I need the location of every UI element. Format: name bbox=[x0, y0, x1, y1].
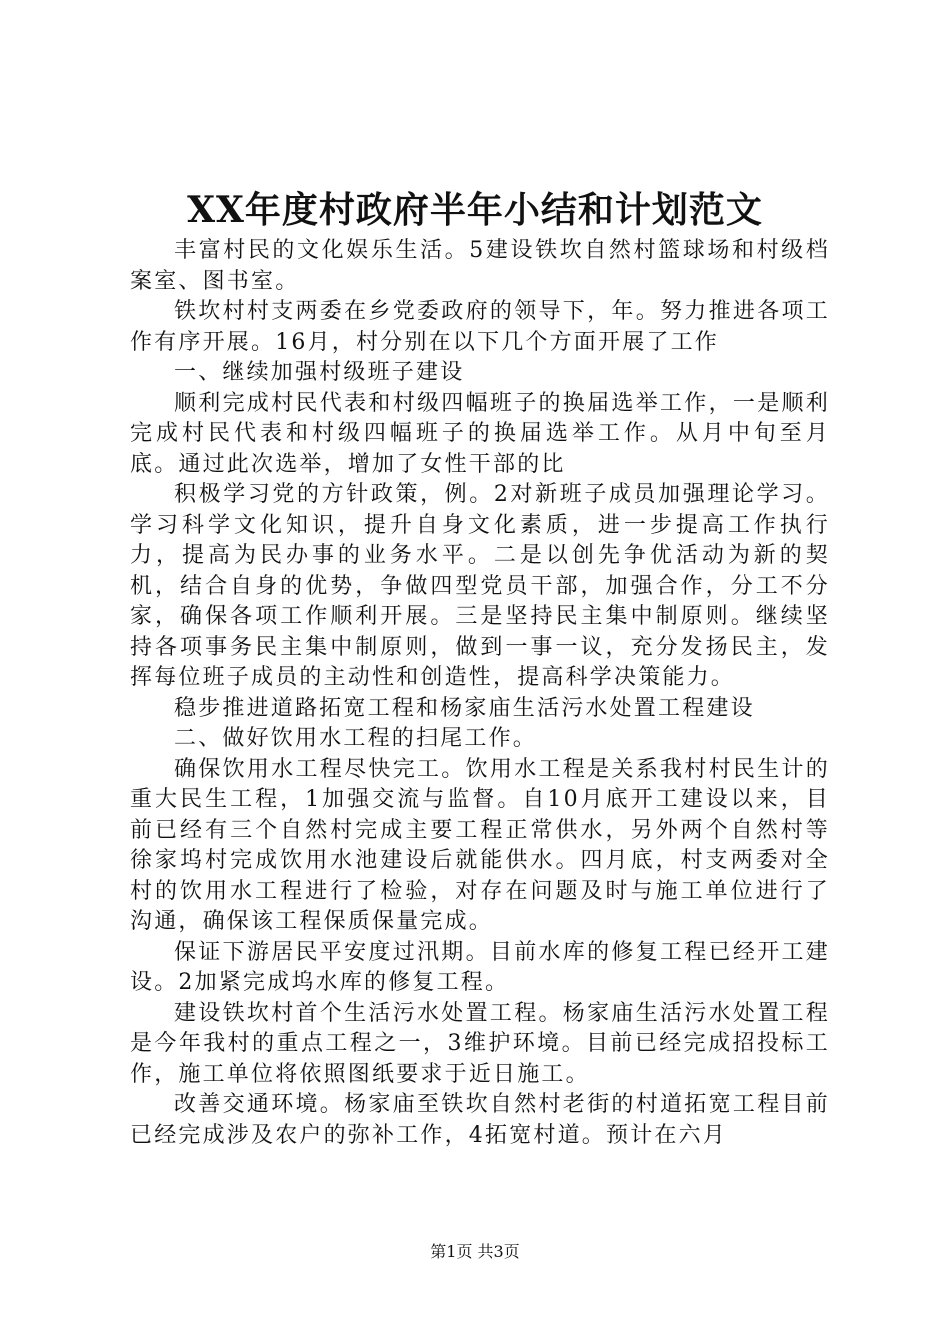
paragraph: 铁坎村村支两委在乡党委政府的领导下，年。努力推进各项工作有序开展。16月，村分别在以下几个方面开展了工作 bbox=[130, 299, 830, 355]
paragraph: 保证下游居民平安度过汛期。目前水库的修复工程已经开工建设。2加紧完成坞水库的修复工程。 bbox=[130, 939, 830, 995]
paragraph: 改善交通环境。杨家庙至铁坎自然村老街的村道拓宽工程目前已经完成涉及农户的弥补工作，4拓宽村道。预计在六月 bbox=[130, 1092, 830, 1148]
section-heading: 一、继续加强村级班子建设 bbox=[174, 360, 465, 385]
paragraph: 丰富村民的文化娱乐生活。5建设铁坎自然村篮球场和村级档案室、图书室。 bbox=[130, 238, 830, 294]
paragraph: 顺利完成村民代表和村级四幅班子的换届选举工作，一是顺利完成村民代表和村级四幅班子的换届选举工作。从月中旬至月底。通过此次选举，增加了女性干部的比 bbox=[130, 390, 830, 477]
document-title: XX年度村政府半年小结和计划范文 bbox=[187, 189, 763, 231]
paragraph: 建设铁坎村首个生活污水处置工程。杨家庙生活污水处置工程是今年我村的重点工程之一，3维护环境。目前已经完成招投标工作，施工单位将依照图纸要求于近日施工。 bbox=[130, 1000, 830, 1087]
page-footer: 第1页 共3页 bbox=[430, 1242, 520, 1261]
paragraph: 稳步推进道路拓宽工程和杨家庙生活污水处置工程建设 bbox=[174, 695, 755, 721]
paragraph: 确保饮用水工程尽快完工。饮用水工程是关系我村村民生计的重大民生工程，1加强交流与监督。自10月底开工建设以来，目前已经有三个自然村完成主要工程正常供水，另外两个自然村等徐家坞村完成饮用水池建设后就能供水。四月底，村支两委对全村的饮用水工程进行了检验，对存在问题及时与施工单位进行了沟通，确保该工程保质保量完成。 bbox=[130, 756, 830, 934]
document-body bbox=[130, 236, 830, 1151]
paragraph: 积极学习党的方针政策，例。2对新班子成员加强理论学习。学习科学文化知识，提升自身文化素质，进一步提高工作执行力，提高为民办事的业务水平。二是以创先争优活动为新的契机，结合自身的优势，争做四型党员干部，加强合作，分工不分家，确保各项工作顺利开展。三是坚持民主集中制原则。继续坚持各项事务民主集中制原则，做到一事一议，充分发扬民主，发挥每位班子成员的主动性和创造性，提高科学决策能力。 bbox=[130, 482, 830, 690]
section-heading: 二、做好饮用水工程的扫尾工作。 bbox=[174, 726, 538, 751]
